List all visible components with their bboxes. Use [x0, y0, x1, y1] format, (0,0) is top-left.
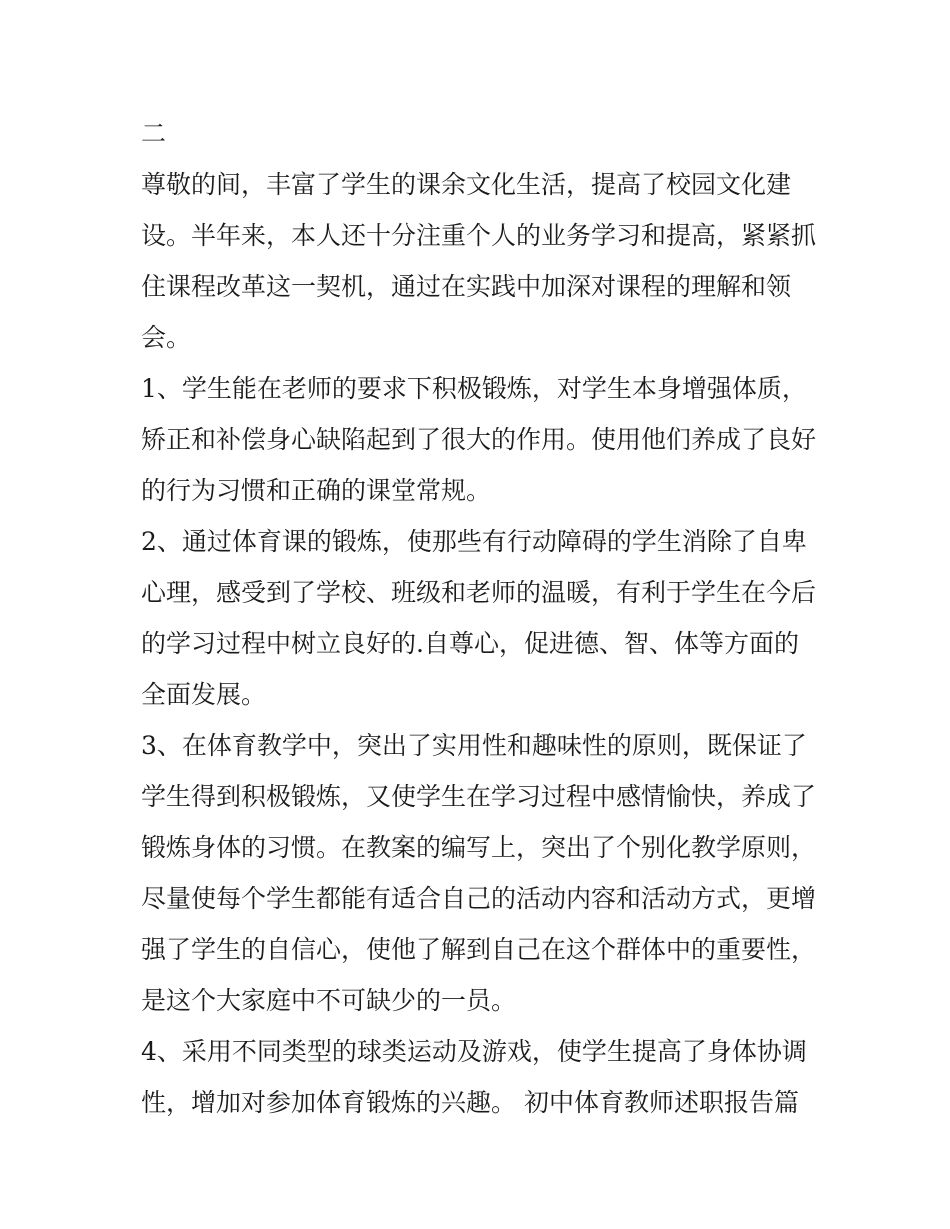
text-line: 是这个大家庭中不可缺少的一员。 [141, 986, 517, 1015]
text-line: 锻炼身体的习惯。在教案的编写上，突出了个别化教学原则， [141, 833, 817, 862]
text-line: 学生得到积极锻炼，又使学生在学习过程中感情愉快，养成了 [141, 782, 817, 811]
text-line: 的学习过程中树立良好的.自尊心，促进德、智、体等方面的 [141, 629, 799, 658]
text-line: 强了学生的自信心，使他了解到自己在这个群体中的重要性， [141, 935, 817, 964]
document-body [141, 108, 821, 1128]
text-line: 设。半年来，本人还十分注重个人的业务学习和提高，紧紧抓 [141, 221, 817, 250]
text-line: 尊敬的间，丰富了学生的课余文化生活，提高了校园文化建 [141, 170, 792, 199]
text-line-item-1: 1、学生能在老师的要求下积极锻炼，对学生本身增强体质， [141, 374, 807, 403]
text-line: 矫正和补偿身心缺陷起到了很大的作用。使用他们养成了良好 [141, 425, 817, 454]
text-line-heading: 二 [141, 119, 167, 148]
text-line: 性，增加对参加体育锻炼的兴趣。 初中体育教师述职报告篇 [141, 1088, 799, 1117]
text-line-item-2: 2、通过体育课的锻炼，使那些有行动障碍的学生消除了自卑 [141, 527, 807, 556]
text-line: 的行为习惯和正确的课堂常规。 [141, 476, 492, 505]
text-line: 住课程改革这一契机，通过在实践中加深对课程的理解和领 [141, 272, 792, 301]
text-line-item-3: 3、在体育教学中，突出了实用性和趣味性的原则，既保证了 [141, 731, 807, 760]
text-line: 会。 [141, 323, 192, 352]
text-line: 心理，感受到了学校、班级和老师的温暖，有利于学生在今后 [141, 578, 817, 607]
text-line: 全面发展。 [141, 680, 267, 709]
text-line-item-4: 4、采用不同类型的球类运动及游戏，使学生提高了身体协调 [141, 1037, 807, 1066]
text-line: 尽量使每个学生都能有适合自己的活动内容和活动方式，更增 [141, 884, 817, 913]
